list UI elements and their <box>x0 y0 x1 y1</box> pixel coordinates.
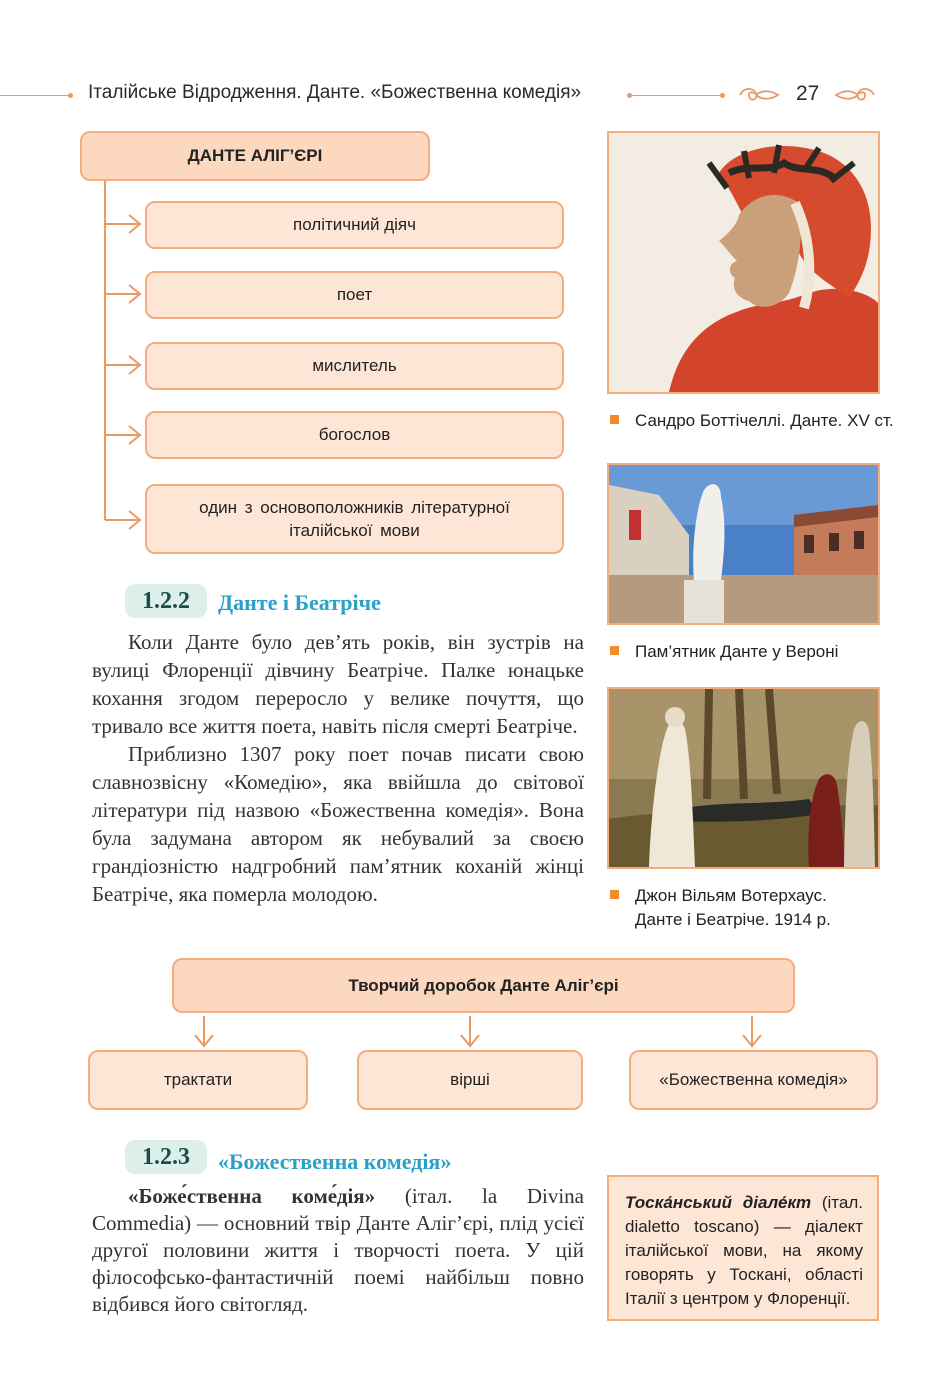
section-123-text <box>92 1183 584 1318</box>
paragraph <box>92 1183 584 1318</box>
caption-botticelli <box>610 409 894 433</box>
header-dot <box>720 93 725 98</box>
diagram-item-poet: поет <box>145 271 564 319</box>
diagram-item-language-founder: один з основоположників літературної італійської мови <box>145 484 564 554</box>
glossary-definition: (італ. dialetto toscano) — діалект італійської мови, на якому говорять у Тоскані, області Італії з центром у Флоренції. <box>625 1193 863 1308</box>
diagram-item-poems: вірші <box>357 1050 583 1110</box>
caption-text: Данте і Беатріче. 1914 р. <box>635 910 831 929</box>
portrait-dante-image <box>607 131 880 394</box>
arrow-right-icon <box>105 510 145 530</box>
ornament-left-icon <box>736 84 780 106</box>
arrow-right-icon <box>105 214 145 234</box>
caption-text: Пам’ятник Данте у Вероні <box>635 642 839 661</box>
bullet-square-icon <box>610 646 619 655</box>
bullet-square-icon <box>610 415 619 424</box>
caption-verona <box>610 640 838 664</box>
diagram-item-divine-comedy: «Божественна комедія» <box>629 1050 878 1110</box>
section-122-text <box>92 628 584 908</box>
arrow-right-icon <box>105 284 145 304</box>
glossary-box <box>607 1175 879 1321</box>
diagram-title-dante: ДАНТЕ АЛІГ’ЄРІ <box>80 131 430 181</box>
paragraph: Приблизно 1307 року поет почав писати свою славнозвісну «Комедію», яка ввійшла до світової літератури під назвою «Божественна комедія». Вона була задумана автором як небувалий за своєю грандіозністю надгробний пам’ятник коханій жінці Беатріче, яка померла молодою. <box>92 742 584 906</box>
section-number-123: 1.2.3 <box>125 1140 207 1174</box>
arrow-down-icon <box>741 1016 763 1048</box>
ornament-right-icon <box>834 84 878 106</box>
header-dot <box>68 93 73 98</box>
section-title-divine-comedy: «Божественна комедія» <box>218 1149 452 1174</box>
header-rule-right <box>630 95 722 96</box>
diagram-item-theologian: богослов <box>145 411 564 459</box>
running-title: Італійське Відродження. Данте. «Божественна комедія» <box>88 82 582 103</box>
section-title-dante-beatrice: Данте і Беатріче <box>218 590 381 615</box>
arrow-right-icon <box>105 425 145 445</box>
term-divine-comedy: «Боже́ственна коме́дія» <box>128 1184 376 1208</box>
section-number-122: 1.2.2 <box>125 584 207 618</box>
paragraph: Коли Данте було дев’ять років, він зустрів на вулиці Флоренції дівчину Беатріче. Палке юнацьке кохання згодом переросло у велике почуття, що тривало все життя поета, навіть після смерті Беатріче. <box>92 630 584 738</box>
diagram-item-politician: політичний діяч <box>145 201 564 249</box>
page-number: 27 <box>796 82 820 105</box>
header-rule-left <box>0 95 70 96</box>
arrow-down-icon <box>459 1016 481 1048</box>
paragraph-text: (італ. la Divina Commedia) — основний твір Данте Аліг’єрі, плід усієї другої половини життя і творчості поета. У цій філософсько-фантастичній поемі найбільш повно відбився його світогляд. <box>92 1184 584 1316</box>
glossary-term: Тоска́нський діале́кт <box>625 1193 812 1212</box>
bullet-square-icon <box>610 890 619 899</box>
caption-text: Джон Вільям Вотерхаус. <box>635 886 827 905</box>
caption-waterhouse <box>610 884 831 932</box>
waterhouse-painting-image <box>607 687 880 869</box>
diagram-item-thinker: мислитель <box>145 342 564 390</box>
arrow-down-icon <box>193 1016 215 1048</box>
diagram-title-works: Творчий доробок Данте Аліг’єрі <box>172 958 795 1013</box>
caption-text: Сандро Боттічеллі. Данте. XV ст. <box>635 411 894 430</box>
verona-monument-image <box>607 463 880 625</box>
arrow-right-icon <box>105 355 145 375</box>
diagram-item-treatises: трактати <box>88 1050 308 1110</box>
